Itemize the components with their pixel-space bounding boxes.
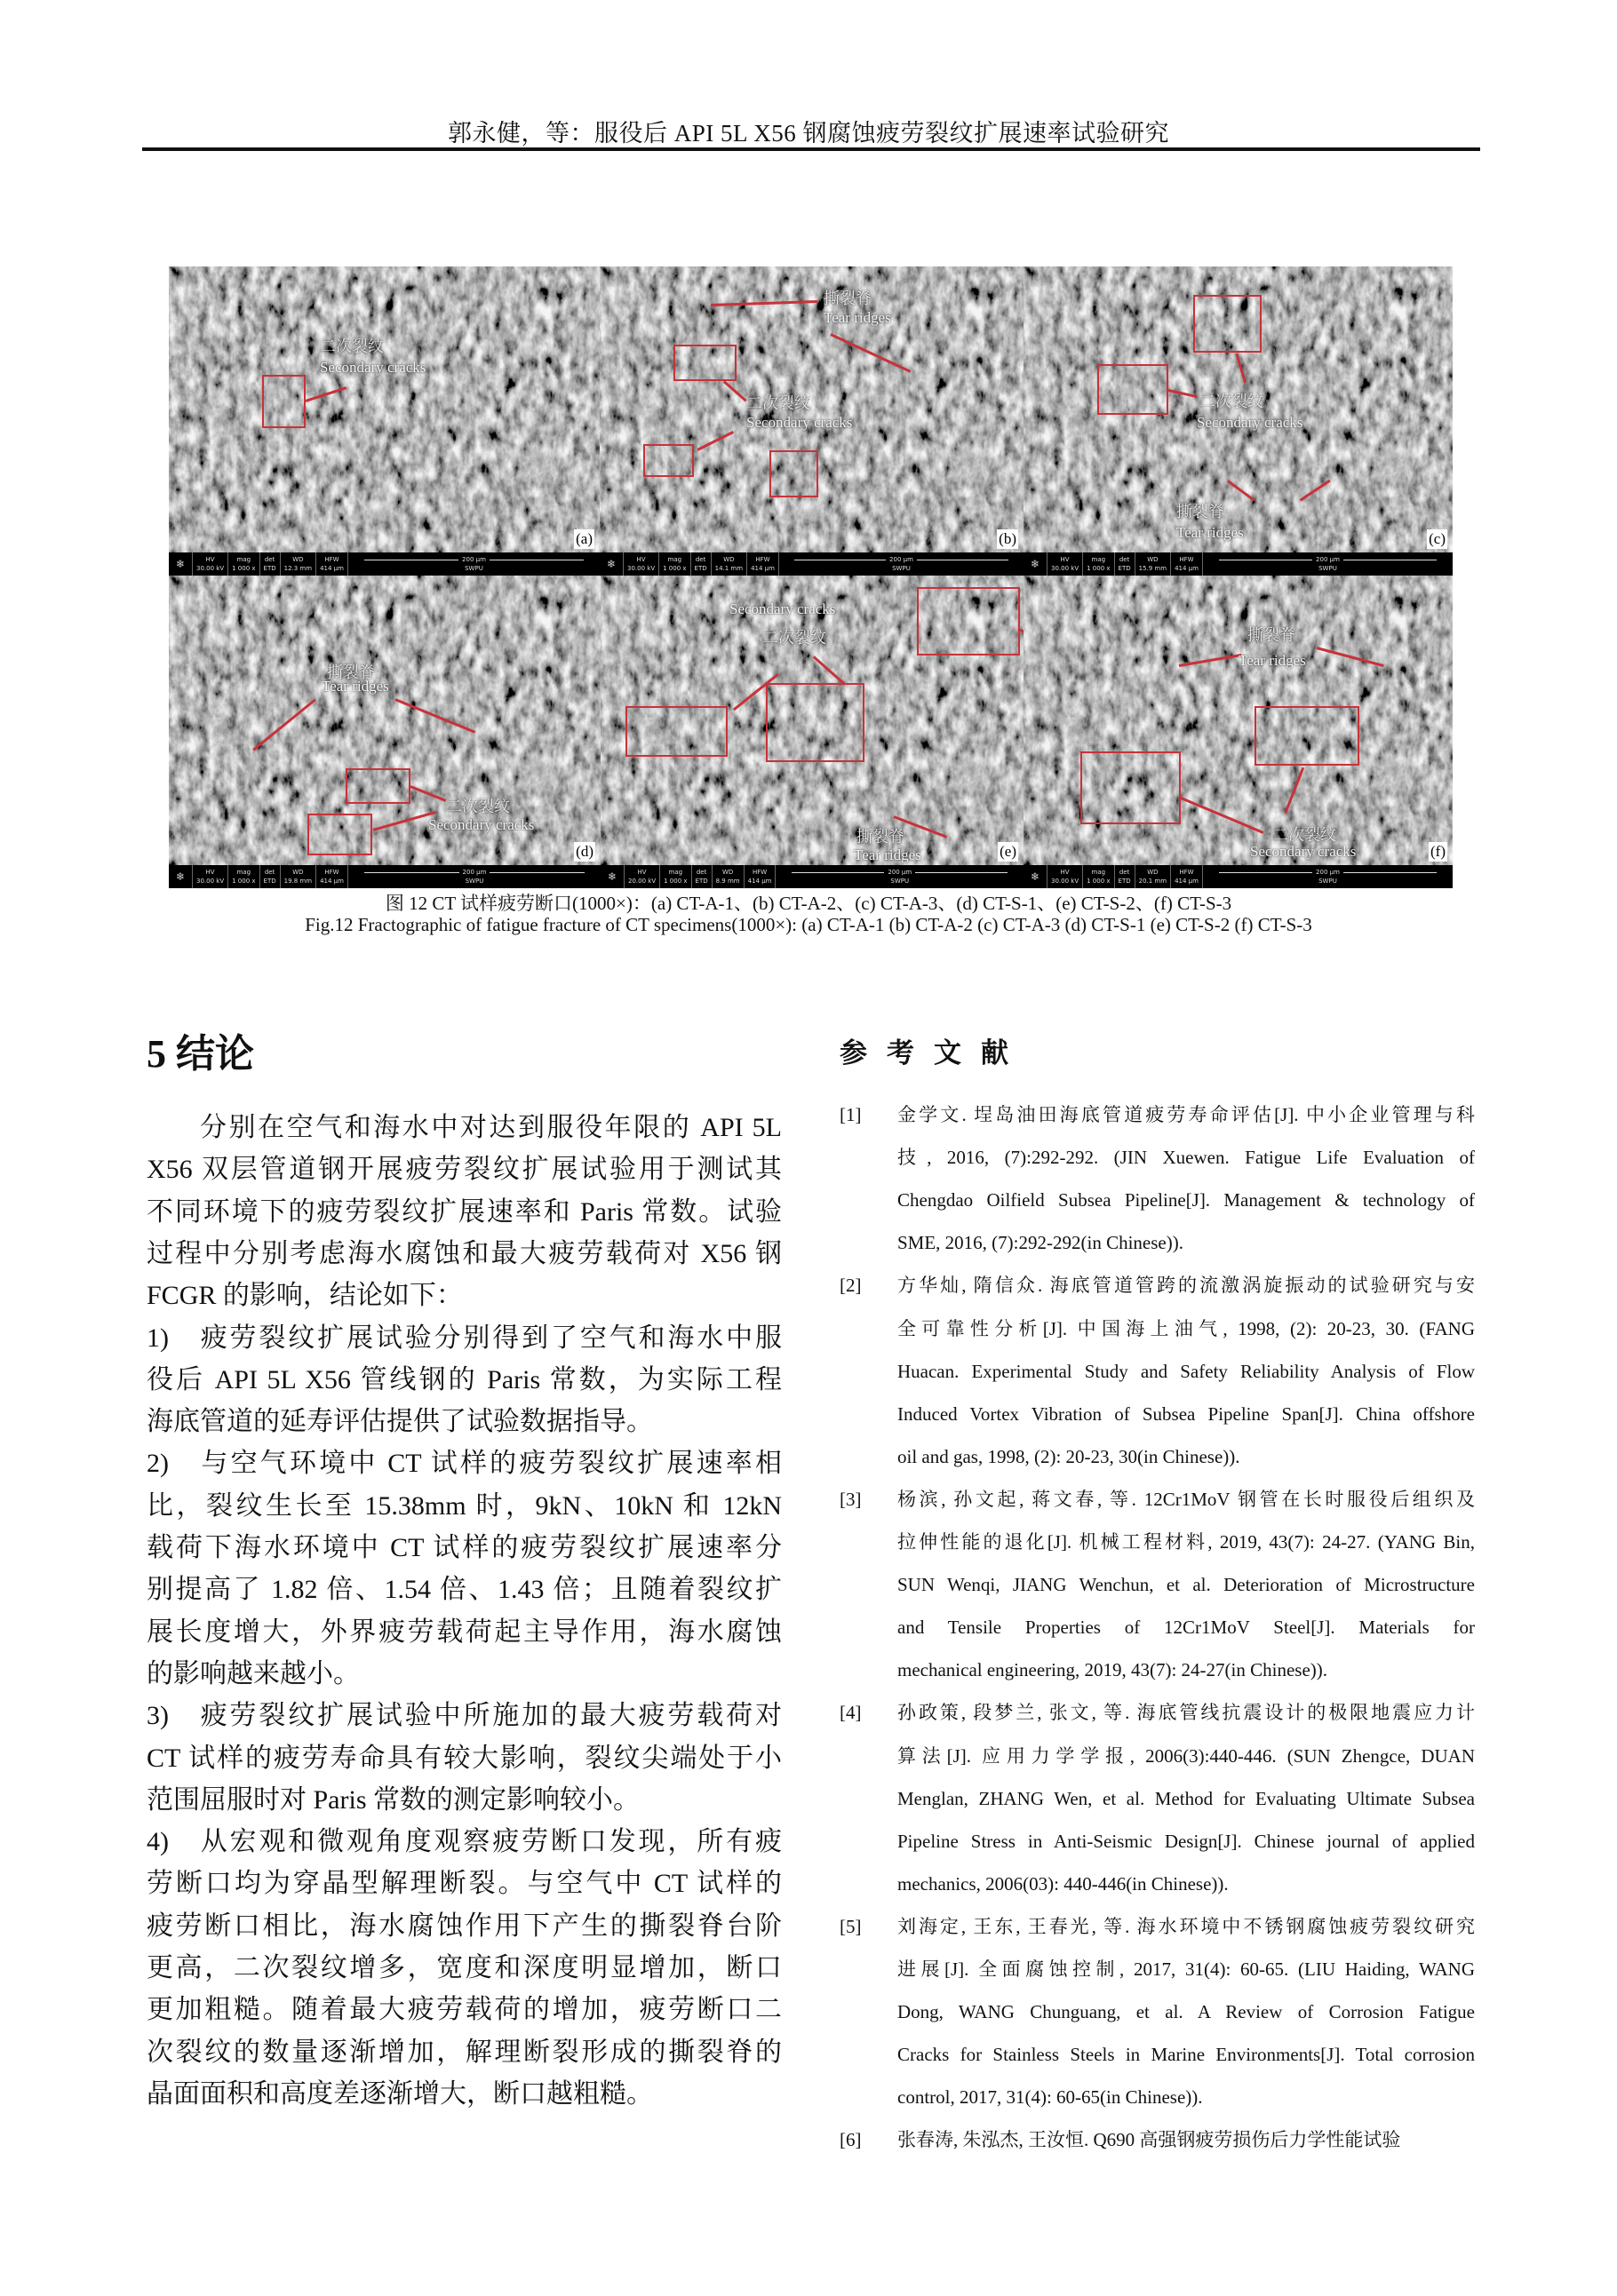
scale-bar-label: 200 μm	[888, 869, 912, 876]
sem-panel-e	[601, 576, 1024, 888]
sem-organization: SWPU	[1318, 878, 1337, 885]
annotation-label: 二次裂纹	[1199, 393, 1263, 410]
scale-bar-label: 200 μm	[462, 869, 487, 876]
reference-line: 算法[J]. 应用力学学报, 2006(3):440-446. (SUN Zhengce, DUAN	[897, 1744, 1475, 1767]
panel-label: (d)	[576, 843, 593, 860]
sem-micrograph-texture	[169, 576, 601, 888]
sem-panel-d	[169, 576, 601, 888]
sem-field-value: ETD	[695, 878, 708, 885]
highlight-box	[769, 450, 818, 497]
sem-field-mag	[1083, 552, 1114, 576]
sem-field-label: det	[264, 556, 275, 563]
panel-label: (e)	[1000, 843, 1016, 860]
scale-bar	[348, 552, 600, 576]
annotation-label: 二次裂纹	[320, 338, 384, 355]
highlight-box	[625, 706, 728, 757]
sem-field-wd	[1135, 552, 1171, 576]
reference-line: mechanical engineering, 2019, 43(7): 24-27(in Chinese)).	[897, 1659, 1328, 1681]
sem-info-bar	[1024, 865, 1453, 888]
sem-organization: SWPU	[1318, 565, 1337, 572]
body-line: 分别在空气和海水中对达到服役年限的 API 5L	[200, 1113, 782, 1142]
sem-field-label: mag	[1091, 556, 1106, 563]
sem-field-wd	[712, 552, 747, 576]
annotation-label: Secondary cracks	[1250, 843, 1357, 860]
sem-info-bar	[601, 865, 1024, 888]
sem-field-label: WD	[292, 869, 304, 876]
sem-field-label: HFW	[752, 869, 768, 876]
sem-field-mag	[228, 552, 259, 576]
sem-field-label: mag	[236, 556, 251, 563]
sem-panel-f	[1024, 576, 1453, 888]
sem-field-value: 414 μm	[1175, 565, 1199, 572]
sem-field-mag	[660, 865, 691, 888]
sem-info-bar	[169, 865, 601, 888]
sem-field-label: mag	[667, 556, 682, 563]
sem-logo-icon: ❄	[169, 552, 193, 576]
sem-field-value: 1 000 x	[664, 878, 688, 885]
reference-line: 方华灿, 隋信众. 海底管道管跨的流激涡旋振动的试验研究与安	[897, 1275, 1475, 1297]
reference-line: 孙政策, 段梦兰, 张文, 等. 海底管线抗震设计的极限地震应力计	[897, 1702, 1475, 1724]
sem-field-label: det	[696, 869, 707, 876]
sem-field-label: HV	[1060, 556, 1070, 563]
highlight-box	[307, 814, 372, 855]
reference-line: Menglan, ZHANG Wen, et al. Method for Evaluating Ultimate Subsea	[897, 1787, 1475, 1809]
sem-field-label: HFW	[324, 556, 339, 563]
sem-field-value: 12.3 mm	[283, 565, 313, 572]
sem-organization: SWPU	[892, 565, 911, 572]
sem-field-det	[260, 865, 281, 888]
sem-field-value: 414 μm	[751, 565, 775, 572]
body-line: 2) 与空气环境中 CT 试样的疲劳裂纹扩展速率相	[147, 1449, 782, 1479]
reference-line: Pipeline Stress in Anti-Seismic Design[J]. Chinese journal of applied	[897, 1830, 1475, 1852]
sem-field-wd	[281, 865, 316, 888]
sem-field-label: WD	[1147, 556, 1159, 563]
sem-organization: SWPU	[465, 565, 483, 572]
scale-bar-label: 200 μm	[462, 556, 486, 563]
sem-field-label: HV	[637, 869, 647, 876]
sem-field-value: 414 μm	[320, 878, 344, 885]
figure-caption-en: Fig.12 Fractographic of fatigue fracture of CT specimens(1000×): (a) CT-A-1 (b) CT-A-2 (c) CT-A-3 (d) CT-S-1 (e) CT-S-2 (f) CT-S-3	[305, 914, 1312, 935]
sem-field-hv	[625, 865, 660, 888]
panel-label: (b)	[999, 530, 1016, 547]
sem-field-hv	[624, 552, 659, 576]
sem-panel-a	[169, 266, 600, 576]
sem-field-hfw	[1171, 865, 1203, 888]
sem-info-bar	[600, 552, 1024, 576]
reference-line: 进展[J]. 全面腐蚀控制, 2017, 31(4): 60-65. (LIU Haiding, WANG	[897, 1958, 1475, 1980]
highlight-box	[1255, 706, 1359, 766]
reference-line: control, 2017, 31(4): 60-65(in Chinese)).	[897, 2086, 1203, 2109]
sem-field-value: 414 μm	[1175, 878, 1199, 885]
highlight-box	[346, 768, 410, 804]
annotation-label: 二次裂纹	[746, 394, 810, 412]
scale-bar-label: 200 μm	[1316, 869, 1340, 876]
panel-label: (a)	[576, 530, 593, 547]
sem-field-mag	[228, 865, 259, 888]
reference-line: and Tensile Properties of 12Cr1MoV Steel[J]. Materials for	[897, 1617, 1475, 1639]
annotation-label: Secondary cracks	[320, 359, 426, 376]
annotation-label: Secondary cracks	[746, 414, 853, 431]
sem-field-hv	[1047, 552, 1083, 576]
sem-field-value: ETD	[694, 565, 707, 572]
sem-field-value: 30.00 kV	[1051, 878, 1079, 885]
body-line: 更加粗糙。随着最大疲劳载荷的增加，疲劳断口二	[147, 1995, 782, 2025]
sem-logo-icon: ❄	[169, 865, 193, 888]
sem-field-label: WD	[292, 556, 304, 563]
sem-field-label: det	[695, 556, 706, 563]
sem-field-hv	[193, 865, 228, 888]
reference-line: 金学文. 埕岛油田海底管道疲劳寿命评估[J]. 中小企业管理与科	[897, 1104, 1475, 1125]
annotation-label: Tear ridges	[1176, 524, 1244, 541]
reference-line: 全可靠性分析[J]. 中国海上油气, 1998, (2): 20-23, 30. (FANG	[897, 1317, 1475, 1339]
annotation-label: 二次裂纹	[762, 629, 826, 647]
reference-number: [1]	[840, 1104, 862, 1125]
body-line: 4) 从宏观和微观角度观察疲劳断口发现，所有疲	[147, 1827, 782, 1857]
reference-line: 技, 2016, (7):292-292. (JIN Xuewen. Fatigue Life Evaluation of	[897, 1147, 1475, 1169]
sem-field-label: det	[1119, 556, 1130, 563]
sem-info-bar	[1024, 552, 1453, 576]
reference-number: [3]	[840, 1488, 862, 1510]
sem-field-hv	[1047, 865, 1083, 888]
body-line: 不同环境下的疲劳裂纹扩展速率和 Paris 常数。试验	[147, 1196, 782, 1227]
sem-micrograph-texture	[1024, 576, 1453, 888]
reference-line: Cracks for Stainless Steels in Marine Environments[J]. Total corrosion	[897, 2044, 1475, 2066]
sem-field-mag	[1083, 865, 1114, 888]
reference-number: [4]	[840, 1702, 862, 1724]
sem-field-label: mag	[1091, 869, 1106, 876]
reference-line: Chengdao Oilfield Subsea Pipeline[J]. Management & technology of	[897, 1189, 1475, 1212]
scale-bar	[776, 865, 1024, 888]
annotation-label: 二次裂纹	[446, 798, 510, 815]
reference-line: Huacan. Experimental Study and Safety Reliability Analysis of Flow	[897, 1360, 1475, 1382]
sem-field-value: 30.00 kV	[196, 878, 225, 885]
sem-field-value: 20.1 mm	[1138, 878, 1167, 885]
body-line: 晶面面积和高度差逐渐增大，断口越粗糙。	[147, 2078, 653, 2109]
sem-field-value: 15.9 mm	[1138, 565, 1167, 572]
sem-field-label: HV	[636, 556, 646, 563]
figure-caption-zh: 图 12 CT 试样疲劳断口(1000×)：(a) CT-A-1、(b) CT-A-2、(c) CT-A-3、(d) CT-S-1、(e) CT-S-2、(f) CT-S-3	[385, 893, 1232, 914]
annotation-label: 撕裂脊	[1176, 503, 1224, 520]
sem-micrograph-texture	[169, 266, 600, 576]
sem-field-hfw	[1171, 552, 1203, 576]
sem-field-value: 1 000 x	[1087, 565, 1111, 572]
sem-field-label: HFW	[324, 869, 339, 876]
sem-field-label: WD	[723, 556, 735, 563]
reference-line: Induced Vortex Vibration of Subsea Pipeline Span[J]. China offshore	[897, 1402, 1475, 1425]
highlight-box	[643, 444, 694, 477]
reference-line: SUN Wenqi, JIANG Wenchun, et al. Deterioration of Microstructure	[897, 1574, 1475, 1596]
sem-logo-icon: ❄	[1024, 552, 1047, 576]
sem-info-bar	[169, 552, 600, 576]
sem-panel-c	[1024, 266, 1453, 576]
sem-field-value: 14.1 mm	[714, 565, 744, 572]
scale-bar	[1203, 865, 1453, 888]
reference-line: 刘海定, 王东, 王春光, 等. 海水环境中不锈钢腐蚀疲劳裂纹研究	[897, 1915, 1475, 1937]
section-heading-conclusion: 5 结论	[147, 1032, 254, 1076]
annotation-label: 撕裂脊	[1247, 626, 1295, 644]
sem-field-value: 30.00 kV	[1051, 565, 1079, 572]
annotation-label: Tear ridges	[1239, 652, 1306, 669]
sem-field-det	[691, 552, 712, 576]
reference-number: [5]	[840, 1915, 862, 1937]
figure-12-sem-grid	[169, 266, 1453, 888]
header-rule	[142, 147, 1480, 151]
sem-logo-icon: ❄	[601, 865, 625, 888]
sem-field-value: 30.00 kV	[196, 565, 225, 572]
body-line: 役后 API 5L X56 管线钢的 Paris 常数，为实际工程	[147, 1364, 782, 1394]
reference-line: SME, 2016, (7):292-292(in Chinese)).	[897, 1232, 1183, 1254]
reference-line: 张春涛, 朱泓杰, 王汝恒. Q690 高强钢疲劳损伤后力学性能试验	[897, 2129, 1401, 2151]
annotation-label: 撕裂脊	[824, 290, 872, 307]
annotation-label: Secondary cracks	[1197, 414, 1303, 431]
body-line: 次裂纹的数量逐渐增加，解理断裂形成的撕裂脊的	[147, 2037, 782, 2067]
sem-field-value: 414 μm	[747, 878, 772, 885]
body-line: 载荷下海水环境中 CT 试样的疲劳裂纹扩展速率分	[147, 1533, 782, 1562]
scale-bar-label: 200 μm	[889, 556, 913, 563]
body-line: 的影响越来越小。	[147, 1658, 360, 1688]
sem-organization: SWPU	[465, 878, 484, 885]
sem-field-label: WD	[721, 869, 734, 876]
highlight-box	[673, 345, 737, 381]
body-line: 1) 疲劳裂纹扩展试验分别得到了空气和海水中服	[147, 1323, 782, 1353]
sem-field-label: mag	[668, 869, 683, 876]
reference-number: [2]	[840, 1275, 862, 1297]
sem-field-label: det	[264, 869, 275, 876]
scale-bar	[779, 552, 1024, 576]
sem-panel-b	[600, 266, 1024, 576]
reference-line: 拉伸性能的退化[J]. 机械工程材料, 2019, 43(7): 24-27. (YANG Bin,	[897, 1531, 1475, 1553]
reference-line: mechanics, 2006(03): 440-446(in Chinese)).	[897, 1872, 1229, 1895]
body-line: 3) 疲劳裂纹扩展试验中所施加的最大疲劳载荷对	[147, 1701, 782, 1731]
sem-logo-icon: ❄	[1024, 865, 1047, 888]
sem-field-wd	[713, 865, 745, 888]
sem-field-value: 19.8 mm	[283, 878, 313, 885]
highlight-box	[1080, 751, 1181, 824]
body-line: 过程中分别考虑海水腐蚀和最大疲劳载荷对 X56 钢	[147, 1238, 782, 1268]
sem-field-hfw	[747, 552, 779, 576]
sem-field-label: mag	[236, 869, 251, 876]
body-line: 疲劳断口相比，海水腐蚀作用下产生的撕裂脊台阶	[147, 1911, 782, 1941]
sem-field-value: ETD	[1118, 878, 1131, 885]
highlight-box	[1193, 295, 1262, 353]
highlight-box	[917, 587, 1020, 655]
sem-field-value: 8.9 mm	[715, 878, 740, 885]
annotation-label: 二次裂纹	[1272, 826, 1336, 844]
panel-label: (f)	[1430, 843, 1446, 860]
scale-bar	[1203, 552, 1453, 576]
body-line: 海底管道的延寿评估提供了试验数据指导。	[147, 1407, 653, 1437]
sem-field-det	[1115, 552, 1135, 576]
sem-field-wd	[281, 552, 316, 576]
reference-line: Dong, WANG Chunguang, et al. A Review of Corrosion Fatigue	[897, 2001, 1475, 2023]
running-title: 郭永健，等：服役后 API 5L X56 钢腐蚀疲劳裂纹扩展速率试验研究	[448, 120, 1169, 147]
highlight-box	[262, 375, 306, 428]
reference-number: [6]	[840, 2129, 862, 2151]
sem-field-value: 414 μm	[320, 565, 344, 572]
highlight-box	[766, 683, 864, 762]
annotation-label: 撕裂脊	[856, 828, 904, 846]
body-line: X56 双层管道钢开展疲劳裂纹扩展试验用于测试其	[147, 1155, 782, 1185]
sem-field-label: WD	[1147, 869, 1159, 876]
sem-field-hfw	[316, 865, 348, 888]
sem-field-label: HFW	[1179, 869, 1194, 876]
sem-field-label: HV	[1060, 869, 1070, 876]
sem-field-value: 1 000 x	[663, 565, 687, 572]
reference-line: 杨滨, 孙文起, 蒋文春, 等. 12Cr1MoV 钢管在长时服役后组织及	[897, 1488, 1475, 1510]
sem-field-label: HV	[205, 556, 215, 563]
sem-field-label: HFW	[755, 556, 770, 563]
sem-field-label: det	[1119, 869, 1130, 876]
sem-field-value: ETD	[263, 565, 276, 572]
body-line: 更高，二次裂纹增多，宽度和深度明显增加，断口	[147, 1953, 782, 1982]
sem-field-hv	[193, 552, 228, 576]
sem-field-det	[1115, 865, 1135, 888]
highlight-box	[1097, 364, 1168, 415]
sem-logo-icon: ❄	[600, 552, 624, 576]
sem-field-hfw	[316, 552, 348, 576]
annotation-label: Secondary cracks	[729, 600, 836, 617]
sem-field-hfw	[745, 865, 777, 888]
sem-field-wd	[1135, 865, 1171, 888]
sem-field-label: HFW	[1179, 556, 1194, 563]
sem-field-det	[260, 552, 281, 576]
sem-field-det	[692, 865, 713, 888]
annotation-label: 撕裂脊	[327, 663, 375, 681]
annotation-label: Tear ridges	[854, 846, 921, 863]
sem-field-mag	[659, 552, 690, 576]
scale-bar	[348, 865, 601, 888]
sem-field-value: 1 000 x	[232, 878, 256, 885]
sem-field-value: 30.00 kV	[627, 565, 656, 572]
body-line: 展长度增大，外界疲劳载荷起主导作用，海水腐蚀	[147, 1617, 782, 1647]
annotation-label: Tear ridges	[824, 309, 891, 326]
sem-field-value: 20.00 kV	[628, 878, 657, 885]
reference-line: oil and gas, 1998, (2): 20-23, 30(in Chinese)).	[897, 1445, 1240, 1467]
sem-organization: SWPU	[890, 878, 910, 885]
body-line: 劳断口均为穿晶型解理断裂。与空气中 CT 试样的	[147, 1869, 782, 1899]
annotation-label: Tear ridges	[322, 678, 389, 695]
body-line: CT 试样的疲劳寿命具有较大影响，裂纹尖端处于小	[147, 1743, 782, 1773]
body-line: 比，裂纹生长至 15.38mm 时，9kN、10kN 和 12kN	[147, 1490, 782, 1521]
sem-field-value: 1 000 x	[1087, 878, 1111, 885]
body-line: FCGR 的影响，结论如下：	[147, 1281, 463, 1311]
sem-field-label: HV	[205, 869, 215, 876]
panel-label: (c)	[1429, 530, 1446, 547]
references-heading: 参考文献	[840, 1037, 1028, 1069]
scale-bar-label: 200 μm	[1316, 556, 1340, 563]
sem-field-value: 1 000 x	[232, 565, 256, 572]
body-line: 范围屈服时对 Paris 常数的测定影响较小。	[147, 1784, 640, 1815]
body-line: 别提高了 1.82 倍、1.54 倍、1.43 倍；且随着裂纹扩	[147, 1575, 782, 1605]
sem-field-value: ETD	[263, 878, 276, 885]
annotation-label: Secondary cracks	[428, 816, 535, 833]
sem-field-value: ETD	[1118, 565, 1131, 572]
